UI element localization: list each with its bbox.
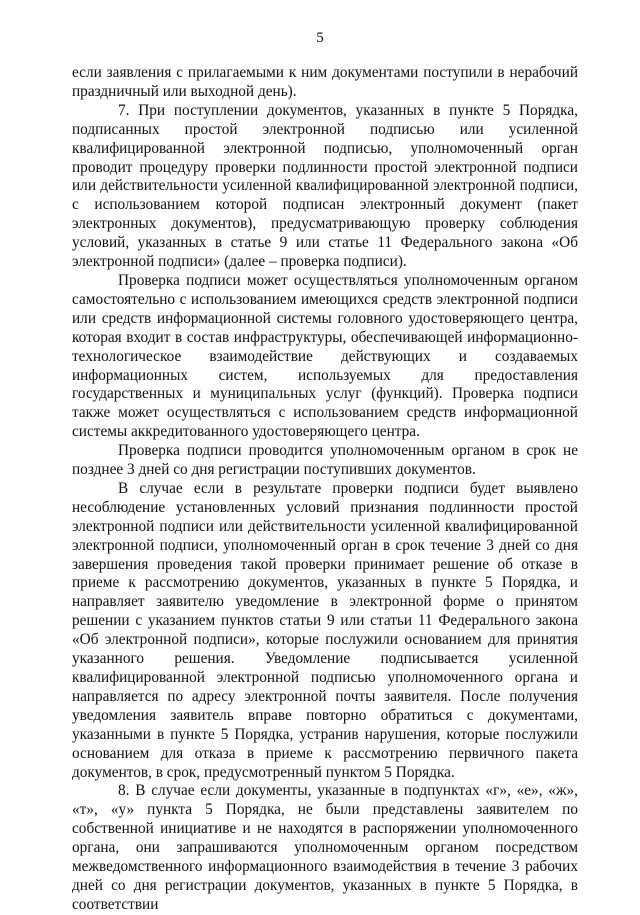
paragraph-item-7: 7. При поступлении документов, указанных в пункте 5 Порядка, подписанных простой электронной подписью или усиленной квалифицированной электронной подписью, уполномоченный орган проводит процедуру проверки подлинности простой электронной подписи или действительности усиленной квалифицированной электронной подписи, с использованием которой подписан электронный документ (пакет электронных документов), предусматривающую проверку соблюдения условий, указанных в статье 9 или статье 11 Федерального закона «Об электронной подписи» (далее – проверка подписи).	[72, 101, 578, 271]
paragraph-refusal-notice: В случае если в результате проверки подписи будет выявлено несоблюдение установленных условий признания подлинности простой электронной подписи или действительности усиленной квалифицированной электронной подписи, уполномоченный орган в срок течение 3 дней со дня завершения проведения такой проверки принимает решение об отказе в приеме к рассмотрению документов, указанных в пункте 5 Порядка, и направляет заявителю уведомление в электронной форме о принятом решении с указанием пунктов статьи 9 или статьи 11 Федерального закона «Об электронной подписи», которые послужили основанием для принятия указанного решения. Уведомление подписывается усиленной квалифицированной электронной подписью уполномоченного органа и направляется по адресу электронной почты заявителя. После получения уведомления заявитель вправе повторно обратиться с документами, указанными в пункте 5 Порядка, устранив нарушения, которые послужили основанием для отказа в приеме к рассмотрению первичного пакета документов, в срок, предусмотренный пунктом 5 Порядка.	[72, 479, 578, 781]
paragraph-signature-check-method: Проверка подписи может осуществляться уполномоченным органом самостоятельно с использованием имеющихся средств электронной подписи или средств информационной системы головного удостоверяющего центра, которая входит в состав инфраструктуры, обеспечивающей информационно-технологическое взаимодействие действующих и создаваемых информационных систем, используемых для предоставления государственных и муниципальных услуг (функций). Проверка подписи также может осуществляться с использованием средств информационной системы аккредитованного удостоверяющего центра.	[72, 271, 578, 441]
document-body	[72, 64, 578, 915]
paragraph-signature-check-deadline: Проверка подписи проводится уполномоченным органом в срок не позднее 3 дней со дня регистрации поступивших документов.	[72, 442, 578, 479]
paragraph-item-8: 8. В случае если документы, указанные в подпунктах «г», «е», «ж», «т», «у» пункта 5 Порядка, не были представлены заявителем по собственной инициативе и не находятся в распоряжении уполномоченного органа, они запрашиваются уполномоченным органом посредством межведомственного информационного взаимодействия в течение 3 рабочих дней со дня регистрации документов, указанных в пункте 5 Порядка, в соответствии	[72, 782, 578, 913]
page-number: 5	[316, 30, 324, 46]
paragraph-continuation: если заявления с прилагаемыми к ним документами поступили в нерабочий праздничный или выходной день).	[72, 64, 578, 100]
